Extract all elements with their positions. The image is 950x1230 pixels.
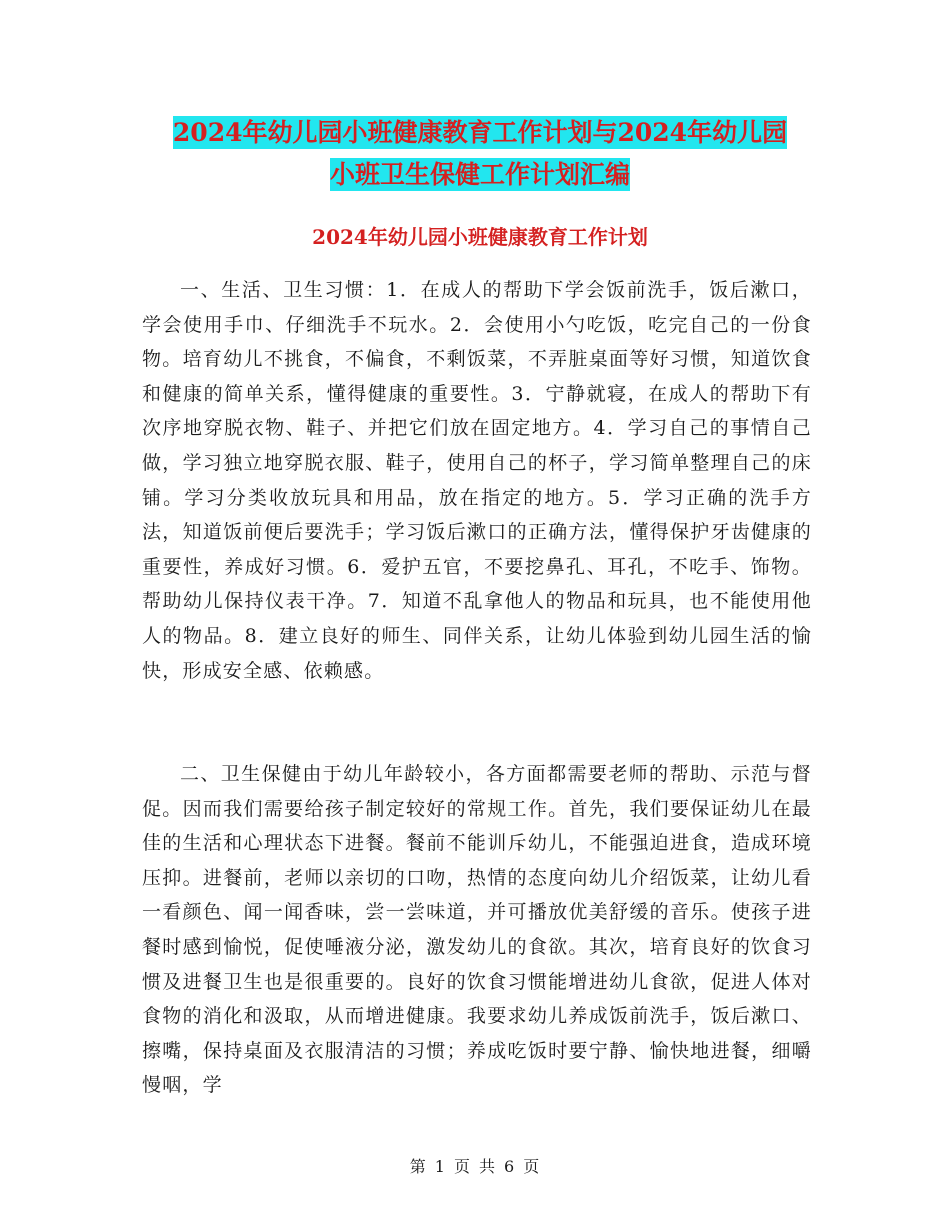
document-title [140,112,820,196]
document-title-line-1: 2024年幼儿园小班健康教育工作计划与2024年幼儿园 [172,118,788,147]
paragraph-hygiene-habits: 一、生活、卫生习惯：1．在成人的帮助下学会饭前洗手，饭后漱口，学会使用手巾、仔细洗手不玩水。2．会使用小勺吃饭，吃完自己的一份食物。培育幼儿不挑食，不偏食，不剩饭菜，不弄脏桌面等好习惯，知道饮食和健康的简单关系，懂得健康的重要性。3．宁静就寝，在成人的帮助下有次序地穿脱衣物、鞋子、并把它们放在固定地方。4．学习自己的事情自己做，学习独立地穿脱衣服、鞋子，使用自己的杯子，学习简单整理自己的床铺。学习分类收放玩具和用品，放在指定的地方。5．学习正确的洗手方法，知道饭前便后要洗手；学习饭后漱口的正确方法，懂得保护牙齿健康的重要性，养成好习惯。6．爱护五官，不要挖鼻孔、耳孔，不吃手、饰物。帮助幼儿保持仪表干净。7．知道不乱拿他人的物品和玩具，也不能使用他人的物品。8．建立良好的师生、同伴关系，让幼儿体验到幼儿园生活的愉快，形成安全感、依赖感。 [142,279,812,682]
footer-label-total: 共 [479,1157,497,1176]
footer-label-ye: 页 [453,1157,471,1176]
footer-total-pages: 6 [504,1157,516,1176]
footer-label-ye-2: 页 [523,1157,541,1176]
document-title-line-2: 小班卫生保健工作计划汇编 [329,160,630,189]
page-footer [0,1154,950,1177]
section-title: 2024年幼儿园小班健康教育工作计划 [312,225,648,249]
paragraph-health-care: 二、卫生保健由于幼儿年龄较小，各方面都需要老师的帮助、示范与督促。因而我们需要给孩子制定较好的常规工作。首先，我们要保证幼儿在最佳的生活和心理状态下进餐。餐前不能训斥幼儿，不能强迫进食，造成环境压抑。进餐前，老师以亲切的口吻，热情的态度向幼儿介绍饭菜，让幼儿看一看颜色、闻一闻香味，尝一尝味道，并可播放优美舒缓的音乐。使孩子进餐时感到愉悦，促使唾液分泌，激发幼儿的食欲。其次，培育良好的饮食习惯及进餐卫生也是很重要的。良好的饮食习惯能增进幼儿食欲，促进人体对食物的消化和汲取，从而增进健康。我要求幼儿养成饭前洗手，饭后漱口、擦嘴，保持桌面及衣服清洁的习惯；养成吃饭时要宁静、愉快地进餐，细嚼慢咽，学 [142,763,812,1097]
footer-current-page: 1 [434,1157,446,1176]
footer-label-page: 第 [409,1157,427,1176]
